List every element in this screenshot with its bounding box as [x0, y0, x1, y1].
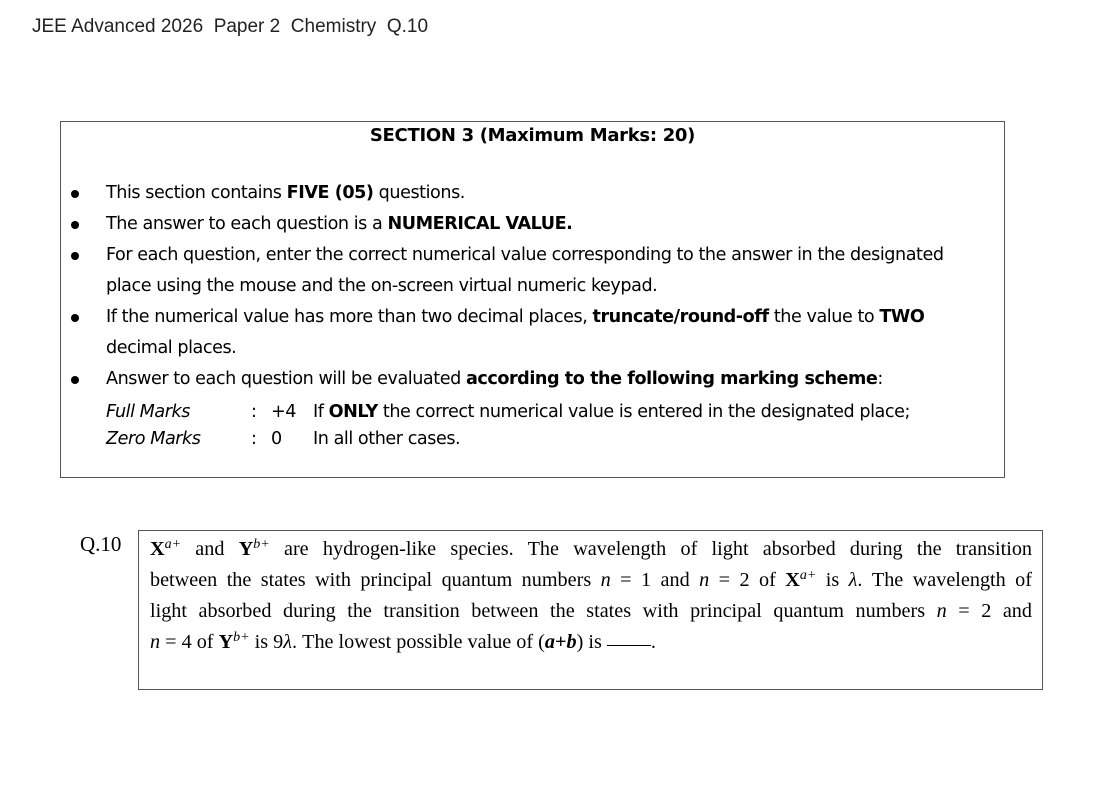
question-text: is 9	[254, 631, 284, 653]
question-line	[150, 565, 1032, 596]
instruction-bold: NUMERICAL VALUE.	[387, 214, 573, 234]
question-text: is	[825, 569, 840, 591]
instruction-list	[61, 178, 1004, 395]
marks-description: In all other cases.	[313, 429, 461, 449]
variable-a: a	[544, 631, 555, 653]
charge-a: a+	[799, 568, 817, 583]
instruction-text: For each question, enter the correct numerical value corresponding to the answer in the designated place using the mouse and the on-screen virtual numeric keypad.	[106, 245, 944, 296]
instruction-text: :	[877, 369, 883, 389]
instruction-bold: TWO	[879, 307, 925, 327]
question-line	[150, 596, 1032, 627]
instruction-item	[61, 209, 1004, 240]
bullet-icon	[71, 314, 79, 322]
marks-value: +4	[271, 402, 297, 422]
marks-label: Full Marks	[106, 402, 190, 422]
lambda-symbol: λ	[848, 569, 858, 591]
marks-colon: :	[251, 402, 257, 422]
instruction-text: decimal places.	[106, 338, 237, 358]
page-header: JEE Advanced 2026 Paper 2 Chemistry Q.10	[32, 16, 429, 37]
plus-sign: +	[554, 631, 567, 653]
instruction-text: This section contains	[106, 183, 287, 203]
charge-b: b+	[253, 537, 270, 552]
question-text: = 2 and	[958, 600, 1032, 622]
instruction-bold: truncate/round-off	[592, 307, 769, 327]
instructions-box	[60, 121, 1005, 478]
marks-description	[313, 399, 910, 426]
question-box	[138, 530, 1043, 690]
species-x: X	[785, 569, 800, 591]
variable-n: n	[699, 569, 710, 591]
instruction-text: the value to	[768, 307, 880, 327]
question-text: . The lowest possible value of (	[292, 631, 545, 653]
question-text: = 2 of	[718, 569, 776, 591]
question-text: = 4 of	[165, 631, 214, 653]
marks-colon: :	[251, 429, 257, 449]
instruction-item	[61, 240, 1004, 302]
answer-blank	[607, 644, 651, 646]
instruction-item	[61, 178, 1004, 209]
species-y: Y	[218, 631, 234, 653]
lambda-symbol: λ	[283, 631, 293, 653]
marks-desc-bold: ONLY	[328, 402, 378, 422]
instruction-bold: FIVE (05)	[286, 183, 374, 203]
marks-value: 0	[271, 429, 282, 449]
variable-n: n	[600, 569, 611, 591]
instruction-text: questions.	[373, 183, 465, 203]
bullet-icon	[71, 252, 79, 260]
variable-n: n	[150, 631, 161, 653]
instruction-item	[61, 302, 1004, 364]
instruction-text: Answer to each question will be evaluated	[106, 369, 466, 389]
question-text: light absorbed during the transition between the states with principal quantum numbers	[150, 600, 926, 622]
instruction-text: If the numerical value has more than two decimal places,	[106, 307, 593, 327]
question-text: . The wavelength of	[857, 569, 1032, 591]
species-x: X	[150, 538, 165, 560]
marks-desc-text: the correct numerical value is entered in the designated place;	[377, 402, 910, 422]
marks-desc-text: If	[313, 402, 329, 422]
question-text: between the states with principal quantum numbers	[150, 569, 592, 591]
instruction-text: The answer to each question is a	[106, 214, 388, 234]
question-text: .	[650, 631, 656, 653]
question-text: = 1 and	[620, 569, 690, 591]
instruction-item	[61, 364, 1004, 395]
question-line	[150, 627, 1032, 658]
variable-b: b	[566, 631, 577, 653]
question-line	[150, 534, 1032, 565]
instruction-bold: according to the following marking scheme	[465, 369, 878, 389]
question-text: ) is	[576, 631, 602, 653]
species-y: Y	[238, 538, 254, 560]
section-title: SECTION 3 (Maximum Marks: 20)	[369, 125, 696, 146]
bullet-icon	[71, 190, 79, 198]
charge-a: a+	[164, 537, 182, 552]
charge-b: b+	[233, 630, 250, 645]
variable-n: n	[936, 600, 947, 622]
question-number: Q.10	[80, 532, 122, 556]
question-text: and	[195, 538, 225, 560]
bullet-icon	[71, 376, 79, 384]
bullet-icon	[71, 221, 79, 229]
marks-label: Zero Marks	[106, 429, 201, 449]
question-text: are hydrogen-like species. The wavelength of light absorbed during the transition	[284, 538, 1033, 560]
